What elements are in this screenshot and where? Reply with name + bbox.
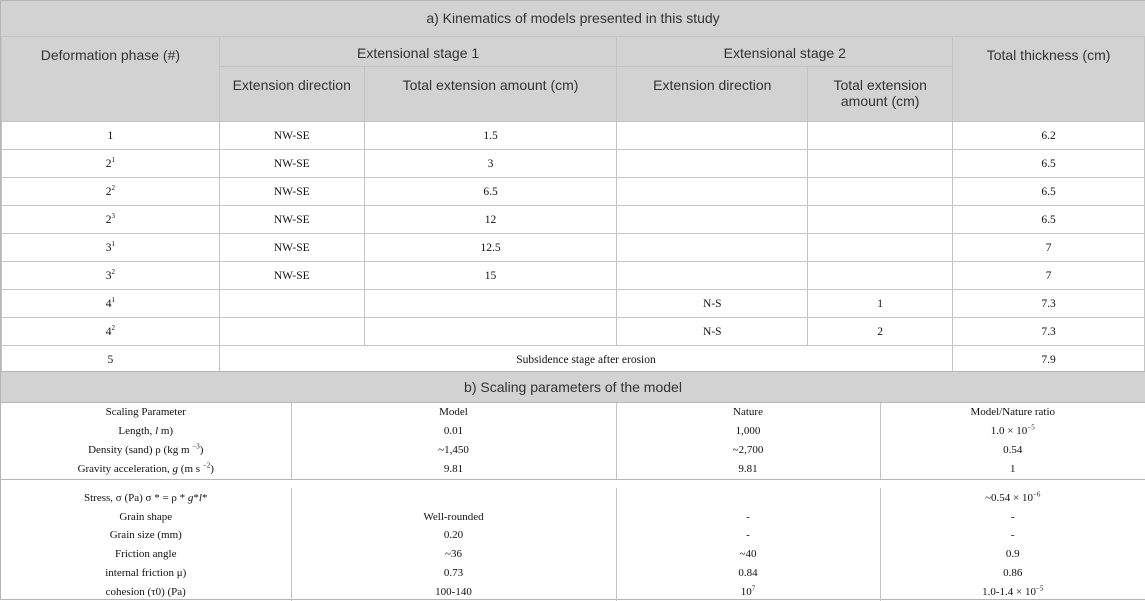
scaling-param: Length, l m) bbox=[1, 422, 291, 441]
scaling-header-nature: Nature bbox=[616, 403, 880, 422]
phase-cell: 1 bbox=[2, 122, 220, 150]
scaling-param: Grain size (mm) bbox=[1, 526, 291, 545]
ext-direction-1-cell: NW-SE bbox=[219, 122, 364, 150]
thickness-cell: 6.5 bbox=[953, 178, 1145, 206]
kinematics-table bbox=[1, 36, 1145, 374]
ext-direction-2-cell bbox=[617, 262, 808, 290]
scaling-ratio: $1.0-1.4 \times 10^{-5}$ bbox=[982, 584, 1044, 598]
ext-direction-2-cell: N-S bbox=[617, 318, 808, 346]
scaling-nature bbox=[616, 488, 880, 507]
header-ext-direction-1: Extension direction bbox=[219, 67, 364, 122]
scaling-header-param: Scaling Parameter bbox=[1, 403, 291, 422]
scaling-nature: 9.81 bbox=[616, 459, 880, 480]
ext-amount-2-cell bbox=[808, 122, 953, 150]
ext-direction-1-cell bbox=[219, 318, 364, 346]
table-row bbox=[2, 178, 1145, 206]
ext-direction-2-cell: N-S bbox=[617, 290, 808, 318]
table-row bbox=[2, 318, 1145, 346]
thickness-cell: 7.9 bbox=[953, 346, 1145, 374]
scaling-model: 100-140 bbox=[291, 582, 616, 601]
scaling-param: internal friction μ) bbox=[1, 564, 291, 583]
scaling-param: Friction angle bbox=[1, 545, 291, 564]
thickness-cell: 7 bbox=[953, 262, 1145, 290]
ext-amount-1-cell: 3 bbox=[364, 150, 617, 178]
ext-amount-2-cell bbox=[808, 150, 953, 178]
phase-cell: $2^1$ bbox=[2, 150, 220, 178]
scaling-nature: - bbox=[616, 526, 880, 545]
scaling-model: 0.73 bbox=[291, 564, 616, 583]
phase-cell: $4^2$ bbox=[2, 318, 220, 346]
ext-amount-1-cell: 15 bbox=[364, 262, 617, 290]
scaling-nature: ~2,700 bbox=[616, 441, 880, 460]
ext-direction-2-cell bbox=[617, 122, 808, 150]
ext-amount-1-cell: 12.5 bbox=[364, 234, 617, 262]
thickness-cell: 6.5 bbox=[953, 206, 1145, 234]
ext-amount-2-cell bbox=[808, 234, 953, 262]
ext-amount-2-cell: 2 bbox=[808, 318, 953, 346]
thickness-cell: 6.5 bbox=[953, 150, 1145, 178]
ext-direction-1-cell: NW-SE bbox=[219, 234, 364, 262]
ext-amount-1-cell: 6.5 bbox=[364, 178, 617, 206]
ext-amount-1-cell bbox=[364, 318, 617, 346]
scaling-ratio: 0.9 bbox=[1005, 548, 1020, 561]
scaling-ratio: - bbox=[1010, 510, 1015, 523]
scaling-model: 9.81 bbox=[291, 459, 616, 480]
scaling-nature: 1,000 bbox=[616, 422, 880, 441]
phase-cell: $2^3$ bbox=[2, 206, 220, 234]
header-ext-amount-1: Total extension amount (cm) bbox=[364, 67, 617, 122]
phase-cell: 5 bbox=[2, 346, 220, 374]
scaling-nature: 0.84 bbox=[616, 564, 880, 583]
thickness-cell: 7.3 bbox=[953, 290, 1145, 318]
scaling-model: ~1,450 bbox=[291, 441, 616, 460]
table-row bbox=[2, 262, 1145, 290]
scaling-table bbox=[1, 403, 1145, 601]
spacer bbox=[1, 480, 1145, 489]
scaling-param: Density (sand) ρ (kg m $^{-3}$) bbox=[1, 441, 291, 460]
phase-cell: $4^1$ bbox=[2, 290, 220, 318]
ext-direction-1-cell: NW-SE bbox=[219, 178, 364, 206]
scaling-model: 0.20 bbox=[291, 526, 616, 545]
ext-direction-2-cell bbox=[617, 178, 808, 206]
table-row bbox=[2, 122, 1145, 150]
header-ext-amount-2: Total extension amount (cm) bbox=[808, 67, 953, 122]
scaling-model bbox=[291, 488, 616, 507]
scaling-ratio: - bbox=[1010, 529, 1015, 542]
scaling-header-ratio: Model/Nature ratio bbox=[970, 406, 1056, 419]
section-a-title: a) Kinematics of models presented in this study bbox=[1, 1, 1145, 37]
scaling-param: Gravity acceleration, g (m s $^{-2}$) bbox=[1, 459, 291, 480]
scaling-nature: $10^7$ bbox=[616, 582, 880, 601]
ext-amount-2-cell: 1 bbox=[808, 290, 953, 318]
ext-amount-1-cell: 1.5 bbox=[364, 122, 617, 150]
ext-direction-1-cell: NW-SE bbox=[219, 262, 364, 290]
ext-amount-1-cell: 12 bbox=[364, 206, 617, 234]
thickness-cell: 7.3 bbox=[953, 318, 1145, 346]
scaling-model: Well-rounded bbox=[291, 507, 616, 526]
scaling-nature: - bbox=[616, 507, 880, 526]
scaling-param: cohesion (τ0) (Pa) bbox=[1, 582, 291, 601]
scaling-param: Stress, σ (Pa) σ * = ρ * g*l* bbox=[1, 488, 291, 507]
table-row bbox=[2, 206, 1145, 234]
scaling-header-model: Model bbox=[291, 403, 616, 422]
thickness-cell: 6.2 bbox=[953, 122, 1145, 150]
ext-direction-2-cell bbox=[617, 206, 808, 234]
header-stage2: Extensional stage 2 bbox=[617, 37, 953, 67]
scaling-param: Grain shape bbox=[1, 507, 291, 526]
header-deformation-phase: Deformation phase (#) bbox=[2, 37, 220, 122]
ext-amount-2-cell bbox=[808, 262, 953, 290]
scaling-ratio: 1 bbox=[880, 459, 1145, 480]
header-stage1: Extensional stage 1 bbox=[219, 37, 617, 67]
ext-amount-2-cell bbox=[808, 206, 953, 234]
ext-direction-1-cell: NW-SE bbox=[219, 150, 364, 178]
table-row bbox=[2, 290, 1145, 318]
phase-cell: $3^2$ bbox=[2, 262, 220, 290]
ext-amount-1-cell bbox=[364, 290, 617, 318]
scaling-nature: ~40 bbox=[616, 545, 880, 564]
subsidence-note: Subsidence stage after erosion bbox=[219, 346, 952, 374]
scaling-ratio: 0.86 bbox=[1003, 566, 1023, 579]
scaling-model: ~36 bbox=[291, 545, 616, 564]
scaling-model: 0.01 bbox=[291, 422, 616, 441]
table-row bbox=[2, 234, 1145, 262]
ext-direction-1-cell: NW-SE bbox=[219, 206, 364, 234]
section-b-title: b) Scaling parameters of the model bbox=[1, 371, 1145, 403]
header-ext-direction-2: Extension direction bbox=[617, 67, 808, 122]
ext-direction-2-cell bbox=[617, 234, 808, 262]
ext-amount-2-cell bbox=[808, 178, 953, 206]
thickness-cell: 7 bbox=[953, 234, 1145, 262]
scaling-ratio: $1.0 \times 10^{-5}$ bbox=[990, 423, 1035, 438]
scaling-ratio: ~0.54 × $10^{-6}$ bbox=[985, 490, 1041, 504]
header-total-thickness: Total thickness (cm) bbox=[953, 37, 1145, 122]
ext-direction-2-cell bbox=[617, 150, 808, 178]
phase-cell: $3^1$ bbox=[2, 234, 220, 262]
scaling-ratio: 0.54 bbox=[1003, 443, 1023, 456]
table-row bbox=[2, 150, 1145, 178]
phase-cell: $2^2$ bbox=[2, 178, 220, 206]
ext-direction-1-cell bbox=[219, 290, 364, 318]
